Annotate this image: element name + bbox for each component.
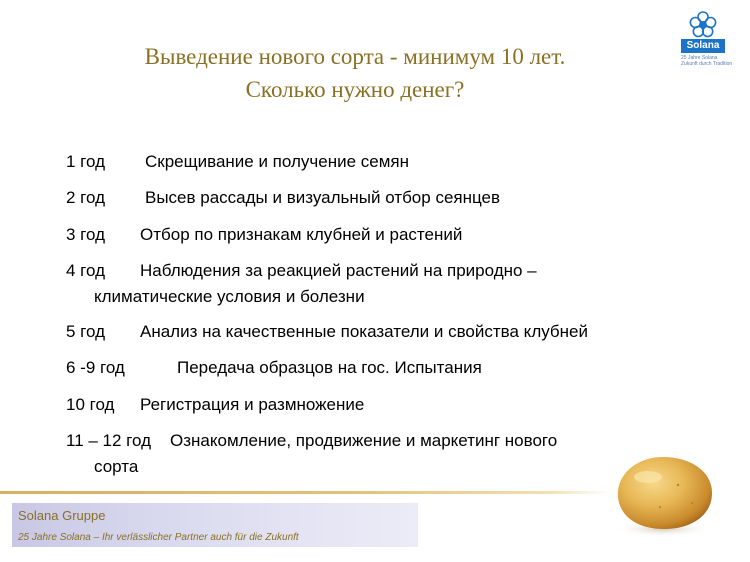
step-item [66, 319, 588, 345]
step-item [66, 149, 409, 175]
step-item [66, 355, 482, 381]
step-text-continuation: климатические условия и болезни [94, 287, 365, 306]
step-text: Скрещивание и получение семян [145, 152, 409, 171]
slide-title [0, 40, 710, 106]
step-item [66, 258, 537, 310]
step-item [66, 185, 500, 211]
footer-banner [12, 503, 418, 547]
step-text: Высев рассады и визуальный отбор сеянцев [145, 188, 501, 207]
step-text-continuation: сорта [94, 457, 139, 476]
step-text: Ознакомление, продвижение и маркетинг нового [170, 431, 558, 450]
logo-tagline: 25 Jahre Solana Zukunft durch Tradition [681, 55, 733, 67]
step-year: 5 год [66, 322, 106, 341]
potato-image [608, 445, 718, 540]
step-year: 10 год [66, 395, 115, 414]
flower-logo-icon [675, 10, 733, 40]
step-item [66, 428, 557, 480]
step-text: Наблюдения за реакцией растений на природно – [140, 261, 537, 280]
solana-logo [675, 10, 733, 80]
step-text: Передача образцов на гос. Испытания [177, 358, 482, 377]
step-year: 6 -9 год [66, 358, 125, 377]
step-text: Анализ на качественные показатели и свойства клубней [140, 322, 589, 341]
logo-brand: Solana [681, 39, 725, 53]
step-text: Отбор по признакам клубней и растений [140, 225, 463, 244]
step-item [66, 392, 364, 418]
footer-company: Solana Gruppe [18, 508, 106, 523]
step-year: 3 год [66, 225, 106, 244]
footer-divider [0, 491, 610, 494]
slide-title-line-1: Выведение нового сорта - минимум 10 лет. [144, 44, 566, 69]
step-year: 2 год [66, 188, 106, 207]
footer-slogan: 25 Jahre Solana – Ihr verlässlicher Partner auch für die Zukunft [18, 532, 299, 543]
step-year: 1 год [66, 152, 106, 171]
step-item [66, 222, 462, 248]
step-year: 4 год [66, 261, 106, 280]
step-text: Регистрация и размножение [140, 395, 365, 414]
step-year: 11 – 12 год [66, 431, 152, 450]
slide-title-line-2: Сколько нужно денег? [245, 77, 465, 102]
